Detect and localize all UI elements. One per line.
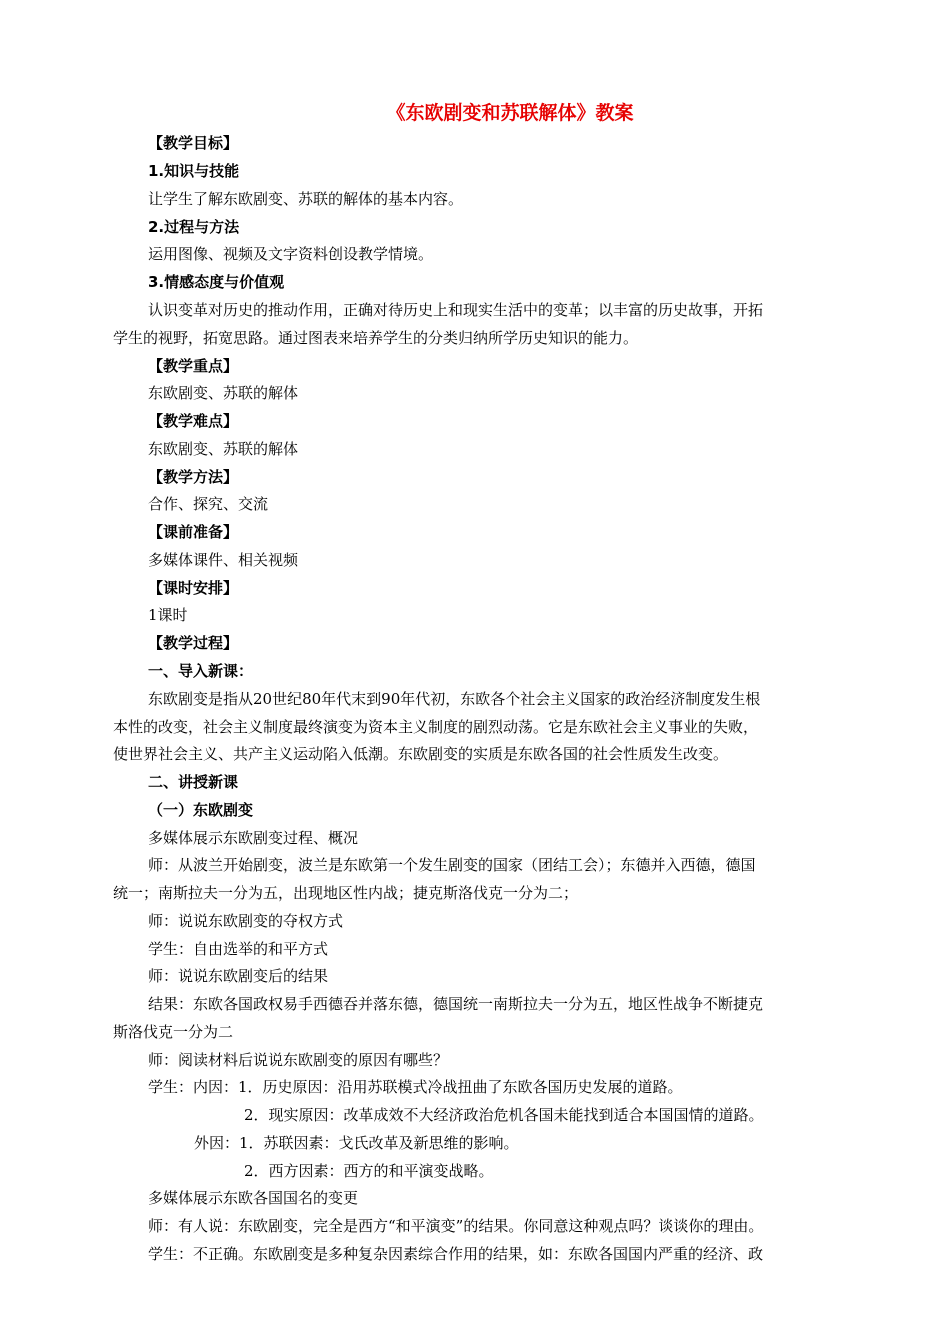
section-heading: 【课时安排】	[148, 579, 239, 597]
body-text-line: 本性的改变，社会主义制度最终演变为资本主义制度的剧烈动荡。它是东欧社会主义事业的失败，	[113, 718, 759, 736]
section-heading: 【教学目标】	[148, 134, 239, 152]
body-text-line: 师：说说东欧剧变后的结果	[148, 967, 329, 985]
body-text-line: 使世界社会主义、共产主义运动陷入低潮。东欧剧变的实质是东欧各国的社会性质发生改变。	[113, 745, 729, 763]
body-text-line: 师：说说东欧剧变的夺权方式	[148, 912, 344, 930]
body-text-line: 学生：内因：1．历史原因：沿用苏联模式冷战扭曲了东欧各国历史发展的道路。	[148, 1078, 683, 1096]
body-text-line: 1课时	[148, 606, 188, 624]
section-heading: 【教学重点】	[148, 357, 239, 375]
body-text-line: 师：阅读材料后说说东欧剧变的原因有哪些？	[148, 1051, 449, 1069]
section-heading: 二、讲授新课	[148, 773, 239, 791]
body-text-line: 师：从波兰开始剧变，波兰是东欧第一个发生剧变的国家（团结工会）；东德并入西德，德国	[148, 856, 756, 874]
section-heading: 【教学难点】	[148, 412, 239, 430]
section-heading: 一、导入新课：	[148, 662, 254, 680]
body-text-line: 合作、探究、交流	[148, 495, 269, 513]
body-text-line: 斯洛伐克一分为二	[113, 1023, 234, 1041]
body-text-line: 结果：东欧各国政权易手西德吞并落东德，德国统一南斯拉夫一分为五，地区性战争不断捷克	[148, 995, 764, 1013]
body-text-line: 多媒体课件、相关视频	[148, 551, 299, 569]
section-heading: 1.知识与技能	[148, 162, 240, 180]
section-heading: （一）东欧剧变	[148, 801, 254, 819]
section-heading: 【教学过程】	[148, 634, 239, 652]
body-text-line: 学生：自由选举的和平方式	[148, 940, 329, 958]
body-text-line: 2．西方因素：西方的和平演变战略。	[244, 1162, 494, 1180]
body-text-line: 多媒体展示东欧剧变过程、概况	[148, 829, 359, 847]
body-text-line: 2．现实原因：改革成效不大经济政治危机各国未能找到适合本国国情的道路。	[244, 1106, 764, 1124]
section-heading: 【教学方法】	[148, 468, 239, 486]
body-text-line: 学生：不正确。东欧剧变是多种复杂因素综合作用的结果，如：东欧各国国内严重的经济、政	[148, 1245, 764, 1263]
body-text-line: 东欧剧变是指从20世纪80年代末到90年代初，东欧各个社会主义国家的政治经济制度发生根	[148, 690, 761, 708]
body-text-line: 让学生了解东欧剧变、苏联的解体的基本内容。	[148, 190, 464, 208]
body-text-line: 外因：1．苏联因素：戈氏改革及新思维的影响。	[194, 1134, 519, 1152]
body-text-line: 东欧剧变、苏联的解体	[148, 384, 299, 402]
body-text-line: 师：有人说：东欧剧变，完全是西方“和平演变”的结果。你同意这种观点吗？谈谈你的理由。	[148, 1217, 764, 1235]
body-text-line: 统一；南斯拉夫一分为五，出现地区性内战；捷克斯洛伐克一分为二；	[113, 884, 579, 902]
section-heading: 3.情感态度与价值观	[148, 273, 285, 291]
body-text-line: 认识变革对历史的推动作用，正确对待历史上和现实生活中的变革；以丰富的历史故事，开拓	[148, 301, 764, 319]
section-heading: 2.过程与方法	[148, 218, 240, 236]
section-heading: 【课前准备】	[148, 523, 239, 541]
body-text-line: 多媒体展示东欧各国国名的变更	[148, 1189, 359, 1207]
body-text-line: 学生的视野，拓宽思路。通过图表来培养学生的分类归纳所学历史知识的能力。	[113, 329, 639, 347]
body-text-line: 东欧剧变、苏联的解体	[148, 440, 299, 458]
body-text-line: 运用图像、视频及文字资料创设教学情境。	[148, 245, 434, 263]
document-title: 《东欧剧变和苏联解体》教案	[386, 102, 634, 124]
